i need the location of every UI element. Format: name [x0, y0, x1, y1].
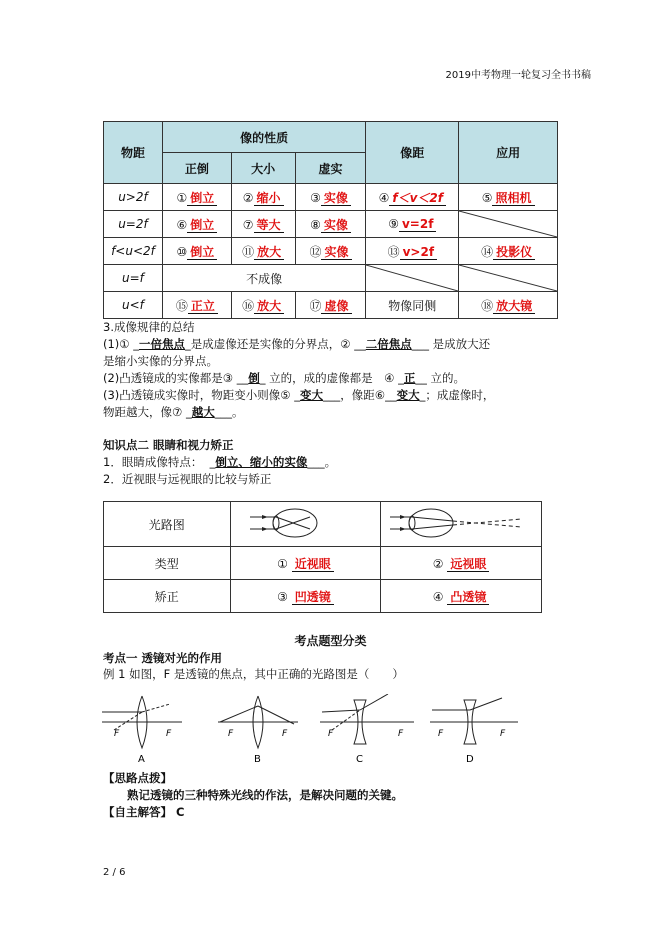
hyperopia-diagram: [381, 502, 542, 547]
cell-v: ⑬ v>2f: [366, 238, 459, 265]
cell-real: ⑫ 实像: [295, 238, 366, 265]
section3-title: 3.成像规律的总结: [103, 320, 195, 334]
table-row: [104, 265, 558, 292]
svg-text:F: F: [228, 729, 234, 739]
cell-app-empty: [459, 211, 558, 238]
cell-u: u>2f: [104, 184, 163, 211]
para-1: (1)① _一倍焦点_是成虚像还是实像的分界点，② __二倍焦点___ 是成放大还: [103, 337, 491, 351]
cell-app-empty: [459, 265, 558, 292]
eye-diagram-icon: [386, 505, 536, 541]
table-row: [104, 292, 558, 319]
figure-b: [218, 696, 298, 765]
svg-text:D: D: [466, 754, 474, 765]
table-row: [104, 211, 558, 238]
figure-d: [430, 698, 518, 765]
cell-orientation: ⑥ 倒立: [162, 211, 231, 238]
diagonal-line: [459, 211, 557, 237]
table-row: [104, 184, 558, 211]
cell-v-empty: [366, 265, 459, 292]
svg-text:F: F: [438, 729, 444, 739]
cell-real: ③ 实像: [295, 184, 366, 211]
lens-figures: [100, 694, 520, 766]
cell-app: ⑱ 放大镜: [459, 292, 558, 319]
cell-u: f<u<2f: [104, 238, 163, 265]
cell-v: ④ f＜v＜2f: [366, 184, 459, 211]
row-label: 类型: [104, 547, 231, 580]
th-orientation: 正倒: [162, 153, 231, 184]
section3: 3.成像规律的总结 (1)① _一倍焦点_是成虚像还是实像的分界点，② __二倍焦点___ 是成放大还 是缩小实像的分界点。 (2)凸透镜成的实像都是③ __倒_ 立的，成的虚像都是 ④ _正__ 立的。 (3)凸透镜成实像时，物距变小则像⑤ _变大___，像距⑥__变大_；成虚像时， 物距越大，像⑦ _越大___。: [103, 319, 563, 421]
cell-size: ⑯ 放大: [231, 292, 295, 319]
diagonal-line: [366, 265, 458, 291]
cell-app: ⑤ 照相机: [459, 184, 558, 211]
table-row: [104, 238, 558, 265]
svg-text:F: F: [282, 729, 288, 739]
th-application: 应用: [459, 122, 558, 184]
tips-body: 熟记透镜的三种特殊光线的作法，是解决问题的关键。: [127, 788, 403, 802]
lens-imaging-table: [103, 121, 558, 319]
cell-no-image: 不成像: [162, 265, 365, 292]
svg-text:F: F: [114, 729, 120, 739]
knowledge2-title: 知识点二 眼睛和视力矫正: [103, 438, 234, 452]
myopia-diagram: [230, 502, 381, 547]
exam-heading: 考点题型分类: [294, 634, 367, 648]
cell-real: ⑧ 实像: [295, 211, 366, 238]
row-label: 光路图: [104, 502, 231, 547]
cell-app: ⑭ 投影仪: [459, 238, 558, 265]
svg-text:F: F: [166, 729, 172, 739]
cell-size: ② 缩小: [231, 184, 295, 211]
answer-line: 【自主解答】 C: [103, 805, 185, 819]
para-3: (3)凸透镜成实像时，物距变小则像⑤ _变大___，像距⑥__变大_；成虚像时，: [103, 388, 495, 402]
svg-text:F: F: [328, 729, 334, 739]
cell-u: u=2f: [104, 211, 163, 238]
cell-orientation: ① 倒立: [162, 184, 231, 211]
tips-title: 【思路点拨】: [103, 771, 172, 785]
figure-a: [102, 696, 182, 765]
cell-u: u=f: [104, 265, 163, 292]
para-2: (2)凸透镜成的实像都是③ __倒_ 立的，成的虚像都是 ④ _正__ 立的。: [103, 371, 466, 385]
svg-text:B: B: [254, 754, 261, 765]
cell-real: ⑰ 虚像: [295, 292, 366, 319]
th-real-virtual: 虚实: [295, 153, 366, 184]
example-1: 例 1 如图，F 是透镜的焦点，其中正确的光路图是（ ）: [103, 667, 404, 681]
svg-text:F: F: [500, 729, 506, 739]
svg-text:A: A: [138, 754, 145, 765]
row-label: 矫正: [104, 580, 231, 613]
cell-v: 物像同侧: [366, 292, 459, 319]
th-image-nature: 像的性质: [162, 122, 365, 153]
exam-point-1: 考点一 透镜对光的作用: [103, 651, 223, 665]
k2-line-2: 2．近视眼与远视眼的比较与矫正: [103, 472, 272, 486]
th-object-distance: 物距: [104, 122, 163, 184]
svg-text:C: C: [356, 754, 363, 765]
th-image-distance: 像距: [366, 122, 459, 184]
th-size: 大小: [231, 153, 295, 184]
page-header: 2019中考物理一轮复习全书书稿: [445, 70, 591, 81]
cell-v: ⑨ v=2f: [366, 211, 459, 238]
figure-c: [320, 694, 414, 765]
svg-text:F: F: [398, 729, 404, 739]
cell-size: ⑪ 放大: [231, 238, 295, 265]
page-number: 2 / 6: [103, 867, 126, 878]
cell-size: ⑦ 等大: [231, 211, 295, 238]
cell-u: u<f: [104, 292, 163, 319]
cell-orientation: ⑮ 正立: [162, 292, 231, 319]
cell-orientation: ⑩ 倒立: [162, 238, 231, 265]
eye-correction-table: 光路图 类型 ① 近视眼 ② 远视眼 矫正 ③ 凹透镜 ④ 凸透镜: [103, 501, 542, 613]
eye-diagram-icon: [240, 505, 370, 541]
k2-line-1: 1．眼睛成像特点： _倒立、缩小的实像___。: [103, 455, 337, 469]
diagonal-line: [459, 265, 557, 291]
knowledge2: [103, 437, 563, 488]
